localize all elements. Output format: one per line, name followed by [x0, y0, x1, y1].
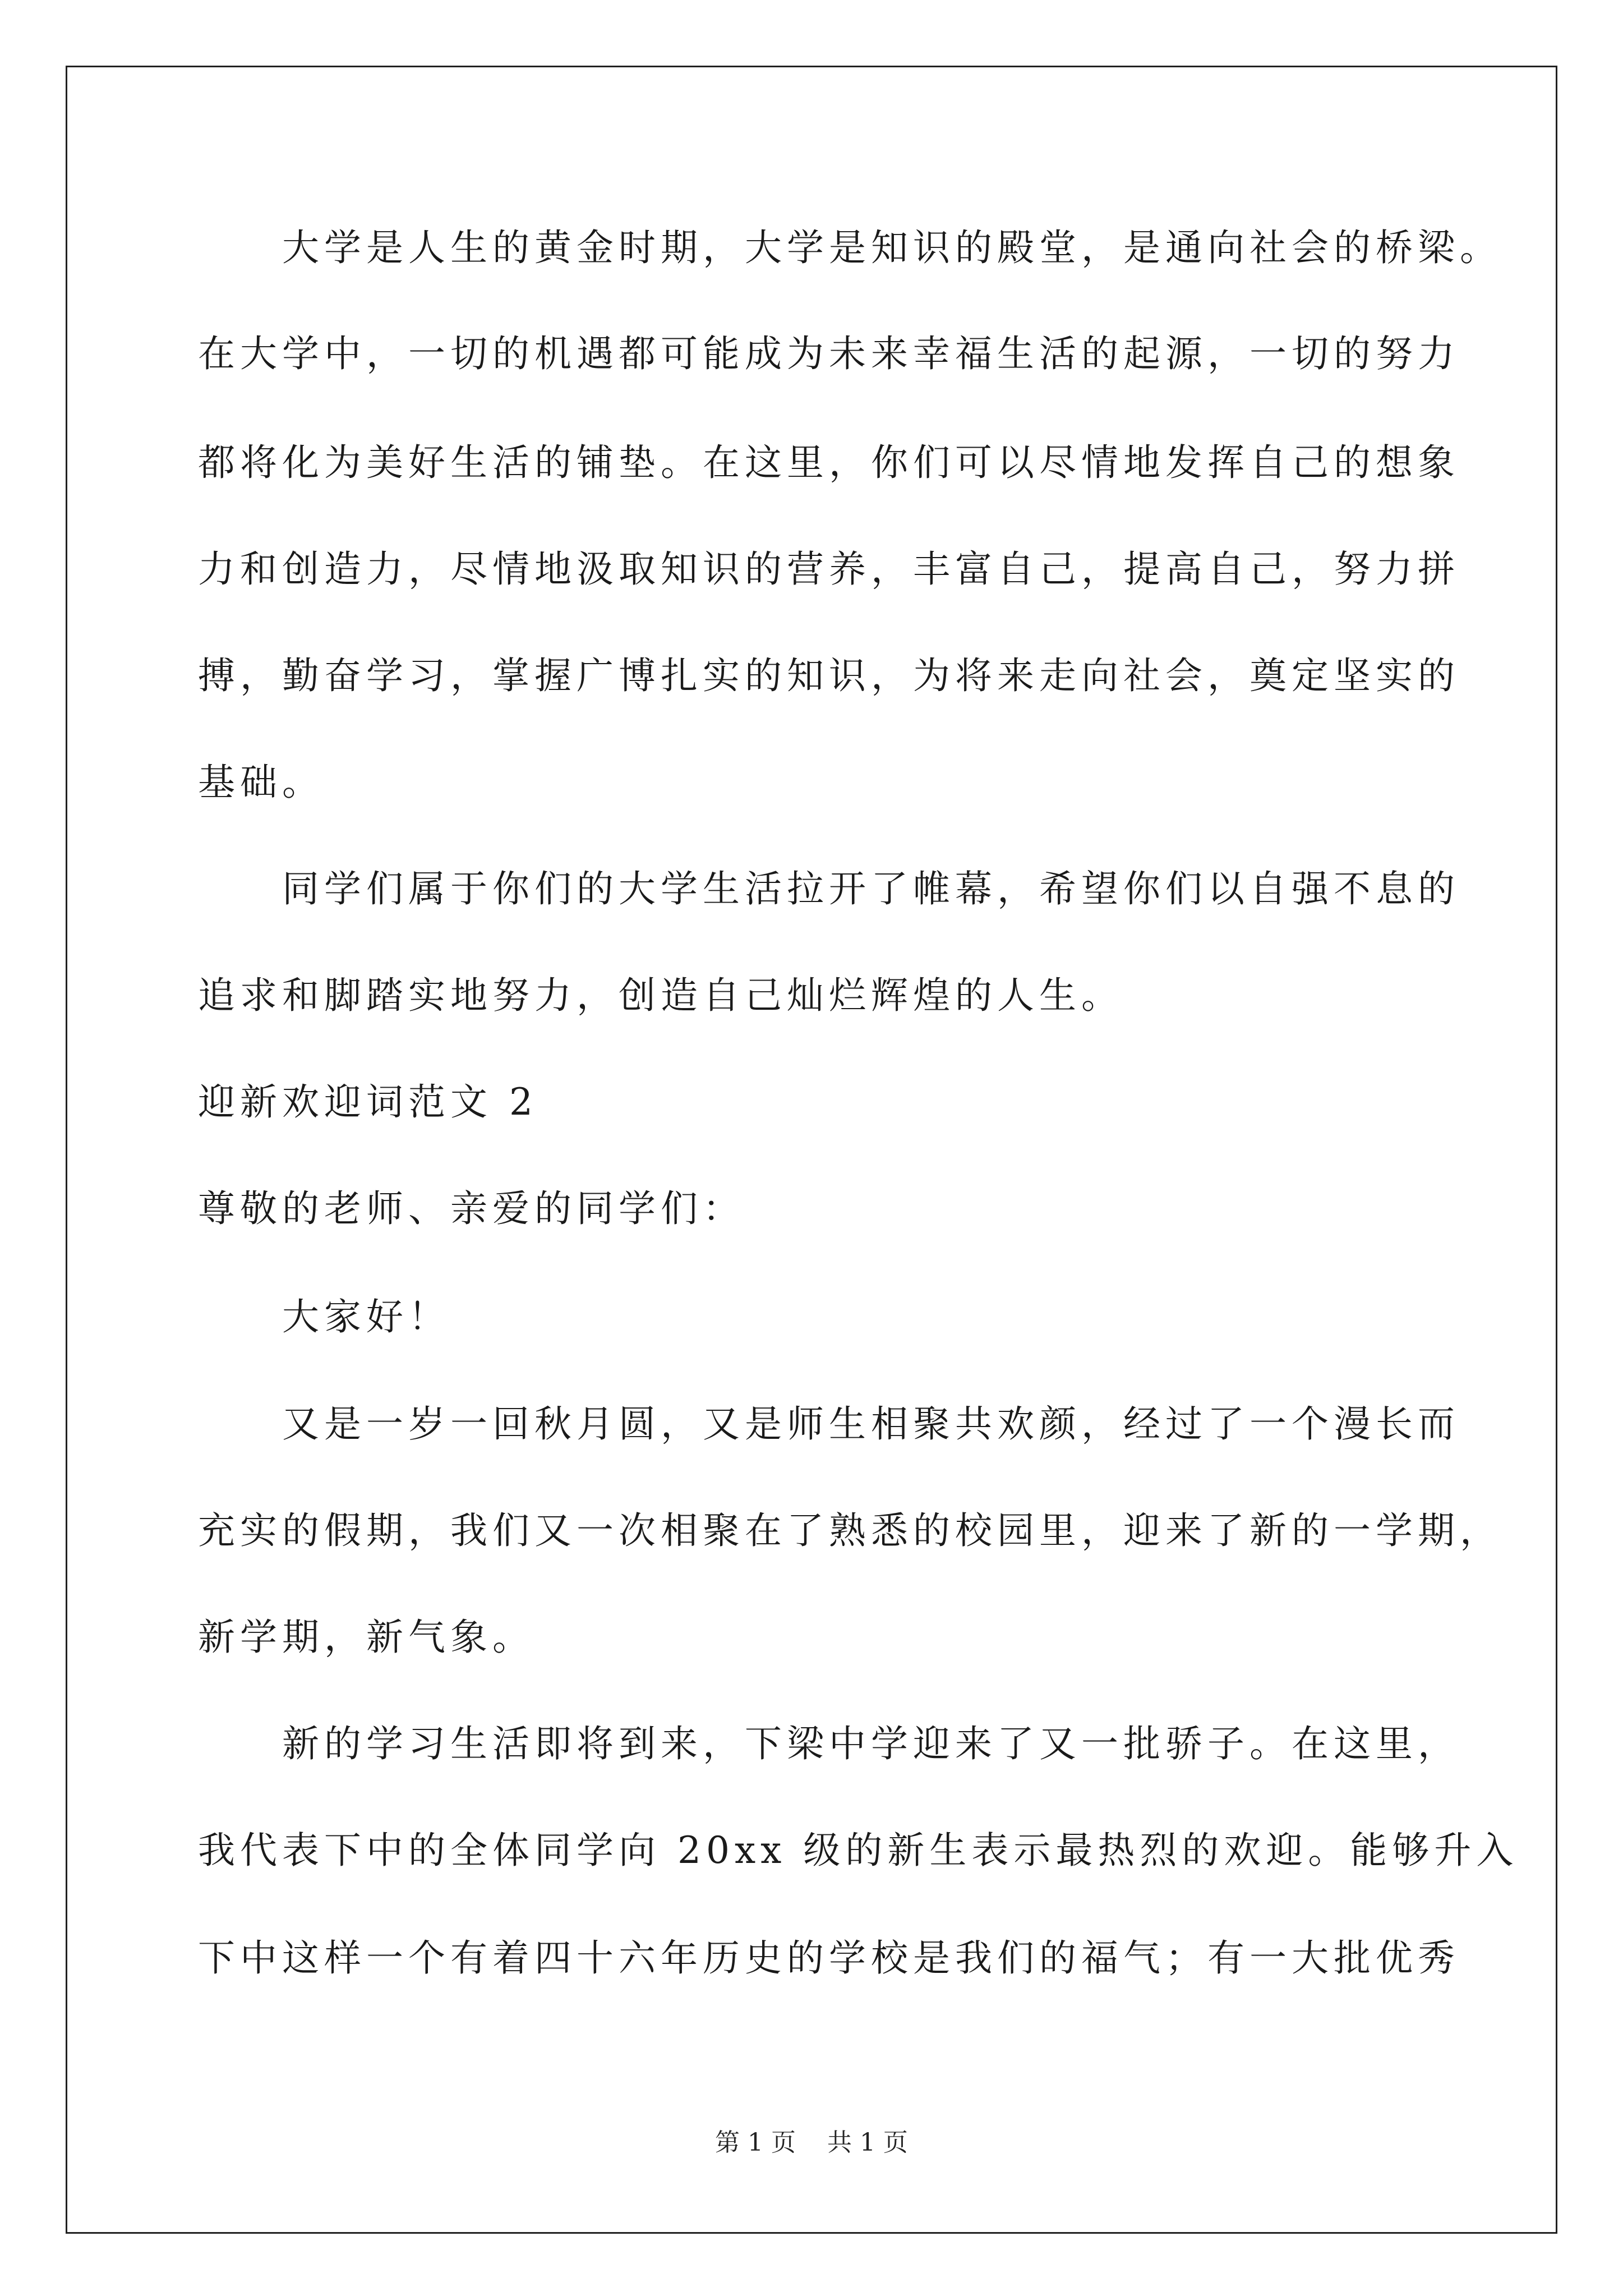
text-line: 下中这样一个有着四十六年历史的学校是我们的福气；有一大批优秀 — [198, 1936, 1460, 1980]
text-line: 在大学中，一切的机遇都可能成为未来幸福生活的起源，一切的努力 — [198, 332, 1460, 375]
text-line: 都将化为美好生活的铺垫。在这里，你们可以尽情地发挥自己的想象 — [198, 441, 1460, 484]
text-line: 又是一岁一回秋月圆，又是师生相聚共欢颜，经过了一个漫长而 — [282, 1402, 1460, 1446]
text-line: 追求和脚踏实地努力，创造自己灿烂辉煌的人生。 — [198, 974, 1123, 1017]
text-line: 基础。 — [198, 761, 324, 804]
text-line: 新学期，新气象。 — [198, 1616, 534, 1659]
text-line: 搏，勤奋学习，掌握广博扎实的知识，为将来走向社会，奠定坚实的 — [198, 654, 1460, 697]
page-number-footer: 第 1 页 共 1 页 — [715, 2128, 908, 2157]
text-line: 充实的假期，我们又一次相聚在了熟悉的校园里，迎来了新的一学期， — [198, 1509, 1502, 1552]
salutation: 尊敬的老师、亲爱的同学们： — [198, 1187, 745, 1230]
text-line: 大学是人生的黄金时期，大学是知识的殿堂，是通向社会的桥梁。 — [282, 226, 1502, 269]
text-line: 我代表下中的全体同学向 20xx 级的新生表示最热烈的欢迎。能够升入 — [198, 1829, 1519, 1872]
text-line: 新的学习生活即将到来，下梁中学迎来了又一批骄子。在这里， — [282, 1722, 1460, 1765]
greeting: 大家好！ — [282, 1295, 450, 1338]
text-line: 力和创造力，尽情地汲取知识的营养，丰富自己，提高自己，努力拼 — [198, 547, 1460, 591]
text-line: 同学们属于你们的大学生活拉开了帷幕，希望你们以自强不息的 — [282, 867, 1460, 910]
page-border — [66, 66, 1557, 2234]
section-title: 迎新欢迎词范文 2 — [198, 1080, 538, 1124]
